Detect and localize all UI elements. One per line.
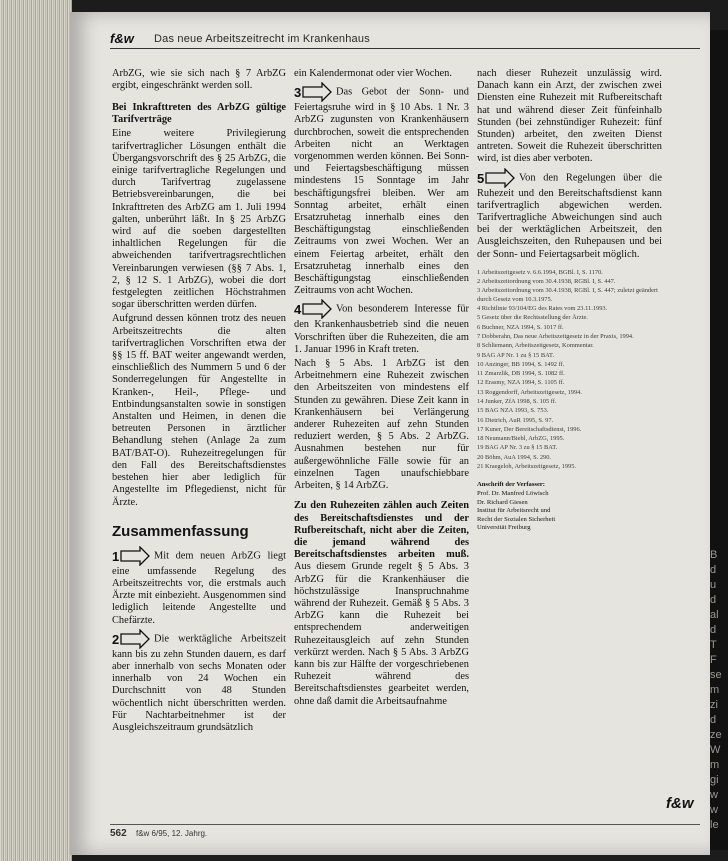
- footer-journal: f&w 6/95, 12. Jahrg.: [136, 829, 208, 838]
- footnote: 17 Kuner, Der Bereitschaftsdienst, 1996.: [477, 425, 582, 433]
- contact-line: Dr. Richard Giesen: [477, 498, 528, 506]
- column-2: [294, 68, 469, 710]
- footnote: 21 Kraegeloh, Arbeitszeitgesetz, 1995.: [477, 463, 577, 471]
- footnote: 13 Roggendorff, Arbeitszeitgesetz, 1994.: [477, 388, 582, 396]
- footnote: 15 BAG NZA 1993, S. 753.: [477, 407, 549, 415]
- contact-line: Universität Freiburg: [477, 524, 531, 532]
- footnotes: [477, 269, 662, 472]
- arrow-marker-icon: [112, 546, 150, 566]
- contact-line: Prof. Dr. Manfred Löwisch: [477, 489, 549, 497]
- arrow-marker-icon: [294, 299, 332, 319]
- footnote: 4 Richtlinie 93/104/EG des Rates vom 23.11.1993.: [477, 305, 608, 313]
- paragraph-text: Von den Regelungen über die Ruhezeit und den Bereitschaftsdienst kann tarifvertraglich abgewichen werden. Tarifvertragliche Abweichungen sind auch bei der werktäglichen Arbeitszeit, den Ausgleichszeiten, den Ruhepausen und bei der Sonn- und Feiertagsarbeit möglich.: [477, 172, 662, 260]
- column-1: [112, 68, 286, 736]
- paragraph-with-marker: [477, 168, 662, 261]
- column-3: [477, 68, 662, 533]
- paragraph-text: Aus diesem Grunde regelt § 5 Abs. 3 ArbZG für die Krankenhäuser die höchstzulässige Inanspruchnahme während der Ruhezeit. Gemäß § 5 Abs. 3 ArbZG kann die Ruhezeit bei entsprechendem anderweitigen Ruhezeitausgleich auf zehn Stunden verkürzt werden. Nach § 5 Abs. 3 ArbZG kann bis zur Hälfte der vorgeschriebenen Ruhezeit während des Bereitschaftsdienstes gearbeitet werden, ohne daß damit die Arbeitsaufnahme: [294, 561, 469, 707]
- paragraph-with-marker: [294, 299, 469, 356]
- footnote: 9 BAG AP Nr. 1 zu § 15 BAT.: [477, 351, 555, 359]
- paragraph: Nach § 5 Abs. 1 ArbZG ist den Arbeitnehmern eine Ruhezeit zwischen den Arbeitszeiten von mindestens elf Stunden zu gewähren. Diese Zeit kann in Krankenhäusern bei Verlängerung anderer Ruhezeiten auf zehn Stunden reduziert werden, § 5 Abs. 2 ArbZG. Ausnahmen bestehen nur für außergewöhnliche Fälle sowie für an einzelnen Tagen unaufschiebbare Arbeiten, § 14 ArbZG.: [294, 358, 469, 492]
- arrow-marker-icon: [112, 629, 150, 649]
- contact-title: Anschrift der Verfasser:: [477, 481, 546, 489]
- contact-lines: [477, 490, 662, 533]
- page-number: 562: [110, 828, 127, 839]
- paragraph-with-marker: [294, 82, 469, 297]
- svg-text:2: 2: [112, 631, 120, 647]
- paragraph-text: Das Gebot der Sonn- und Feiertagsruhe wird in § 10 Abs. 1 Nr. 3 ArbZG zugunsten von Krankenhäusern durchbrochen, soweit die entsprechenden Arbeiten nicht an Werktagen vorgenommen werden können. Bei Sonn- und Feiertagsbeschäftigung müssen mindestens 15 Sonntage im Jahr beschäftigungsfrei bleiben. Wer am Sonntag arbeitet, erhält einen Ersatzruhetag innerhalb eines den Beschäftigungstag einschließenden Zeitraums von zwei Wochen. Wer an einem Feiertag arbeitet, erhält den Ersatzruhetag innerhalb eines den Beschäftigungstag einschließenden Zeitraums von acht Wochen.: [294, 86, 469, 297]
- footnote: 14 Junker, ZfA 1998, S. 105 ff.: [477, 398, 557, 405]
- paragraph-with-marker: [112, 629, 286, 734]
- footnote: 12 Erasmy, NZA 1994, S. 1105 ff.: [477, 379, 565, 387]
- paragraph: ArbZG, wie sie sich nach § 7 ArbZG ergibt, eingeschränkt werden soll.: [112, 68, 286, 92]
- svg-text:4: 4: [294, 302, 302, 318]
- footnote: 2 Arbeitszeitordnung vom 30.4.1938, RGBl. I, S. 447.: [477, 278, 616, 286]
- author-contact: [477, 481, 662, 533]
- arrow-marker-icon: [294, 82, 332, 102]
- paragraph-with-marker: [112, 546, 286, 627]
- svg-text:1: 1: [112, 548, 120, 564]
- footnote: 1 Arbeitszeitgesetz v. 6.6.1994, BGBl. I, S. 1170.: [477, 268, 603, 276]
- page-footer: [110, 795, 700, 841]
- header-title: Das neue Arbeitszeitrecht im Krankenhaus: [154, 33, 370, 45]
- footnote: 19 BAG AP Nr. 3 zu § 15 BAT.: [477, 444, 558, 452]
- paragraph: nach dieser Ruhezeit unzulässig wird. Danach kann ein Arzt, der zwischen zwei Diensten eine Ruhezeit mit Rufbereitschaft hat und während dieser Zeit fünfeinhalb Stunden (bei zehnstündiger Ruhezeit: fünf Stunden) arbeitet, den zweiten Dienst antreten. Soweit die Ruhezeit überschritten wird, ist dies aber verboten.: [477, 68, 662, 165]
- footnote: 8 Schliemann, Arbeitszeitgesetz, Kommentar.: [477, 342, 594, 350]
- section-heading: Zusammenfassung: [112, 522, 249, 540]
- contact-line: Institut für Arbeitsrecht und: [477, 507, 551, 515]
- next-page-text-fragment: B d u d al d T F se m zi d ze W m gi w w le: [710, 549, 722, 831]
- footer-logo: f&w: [666, 795, 694, 812]
- left-page: [70, 12, 710, 855]
- paragraph-text: Die werktägliche Arbeitszeit kann bis zu zehn Stunden dauern, es darf aber innerhalb von sechs Monaten oder innerhalb von 24 Wochen ein Durchschnitt von 48 Stunden wöchentlich nicht überschritten werden. Für Nachtarbeitnehmer ist der Ausgleichszeitraum grundsätzlich: [112, 633, 286, 733]
- page-stack-edge: [0, 0, 72, 861]
- footnote: 16 Dietrich, AuR 1995, S. 97.: [477, 416, 554, 424]
- footnote: 3 Arbeitszeitordnung vom 30.4.1938, RGBl. I, S. 447; zuletzt geändert durch Gesetz vom 10.3.1975.: [477, 287, 658, 303]
- footnote: 6 Buchner, NZA 1994, S. 1017 ff.: [477, 323, 564, 331]
- footnote: 18 Neumann/Biebl, ArbZG, 1995.: [477, 435, 565, 443]
- arrow-marker-icon: [477, 168, 515, 188]
- paragraph: Eine weitere Privilegierung tarifvertraglicher Lösungen enthält die Übergangsvorschrift des § 25 ArbZG, die einige tarifvertragliche Regelungen und durch Tarifvertrag zugelassene Betriebsvereinbarungen, die bei Inkrafttreten des ArbZG am 1. Juli 1994 galten, unberührt läßt. In § 25 ArbZG wird auf die soeben dargestellten inhaltlichen Regelungen für die abweichenden tarifvertragsrechtlichen Vereinbarungen verwiesen (§§ 7 Abs. 1, 2, § 12 S. 1 ArbZG), wobei die dort festgelegten zeitlichen Höchstrahmen sogar überschritten werden dürfen.: [112, 128, 286, 311]
- paragraph: Aufgrund dessen können trotz des neuen Arbeitszeitrechts die alten tarifvertraglichen Vorschriften etwa der §§ 15 ff. BAT weiter angewandt werden, einschließlich des Nummern 5 und 6 der Sonderregelungen für Angestellte in Kranken-, Heil-, Pflege- und Entbindungsanstalten sowie in sonstigen Anstalten und Heimen, in denen die betreuten Personen in ärztlicher Behandlung stehen (Anlage 2a zum BAT/BAT-O). Ruhezeitregelungen für den Fall des Bereitschaftsdienstes bestehen hier aber lediglich für Angestellte im Pflegedienst, nicht für Ärzte.: [112, 313, 286, 508]
- paragraph: ein Kalendermonat oder vier Wochen.: [294, 68, 452, 79]
- journal-logo: f&w: [110, 31, 134, 46]
- running-header: [110, 30, 700, 49]
- svg-text:3: 3: [294, 85, 302, 101]
- footnote: 5 Gesetz über die Rechtsstellung der Ärzte.: [477, 314, 588, 322]
- footnote: 20 Böhm, AuA 1994, S. 290.: [477, 453, 552, 461]
- footnote: 7 Dobberahn, Das neue Arbeitszeitgesetz in der Praxis, 1994.: [477, 332, 634, 340]
- contact-line: Recht der Sozialen Sicherheit: [477, 515, 556, 523]
- subheading: Bei Inkrafttreten des ArbZG gültige Tarifverträge: [112, 102, 286, 126]
- paragraph-text: Von besonderem Interesse für den Krankenhausbetrieb sind die neuen Vorschriften über die Ruhezeiten, die am 1. Januar 1996 in Kraft treten.: [294, 303, 469, 355]
- svg-text:5: 5: [477, 170, 485, 186]
- bold-text: Zu den Ruhezeiten zählen auch Zeiten des Bereitschaftsdienstes und der Rufbereitschaft, nicht aber die Zeiten, die jemand während des Bereitschaftsdienstes arbeiten muß.: [294, 500, 469, 561]
- footnote: 10 Anzinger, BB 1994, S. 1492 ff.: [477, 360, 565, 368]
- paragraph: [294, 500, 469, 707]
- paragraph-text: Mit dem neuen ArbZG liegt eine umfassende Regelung des Arbeitszeitrechts vor, die erstmals auch Ärzte mit einbezieht. Ausgenommen sind lediglich leitende Angestellte und Chefärzte.: [112, 550, 286, 626]
- footnote: 11 Zmarzlik, DB 1994, S. 1082 ff.: [477, 370, 565, 378]
